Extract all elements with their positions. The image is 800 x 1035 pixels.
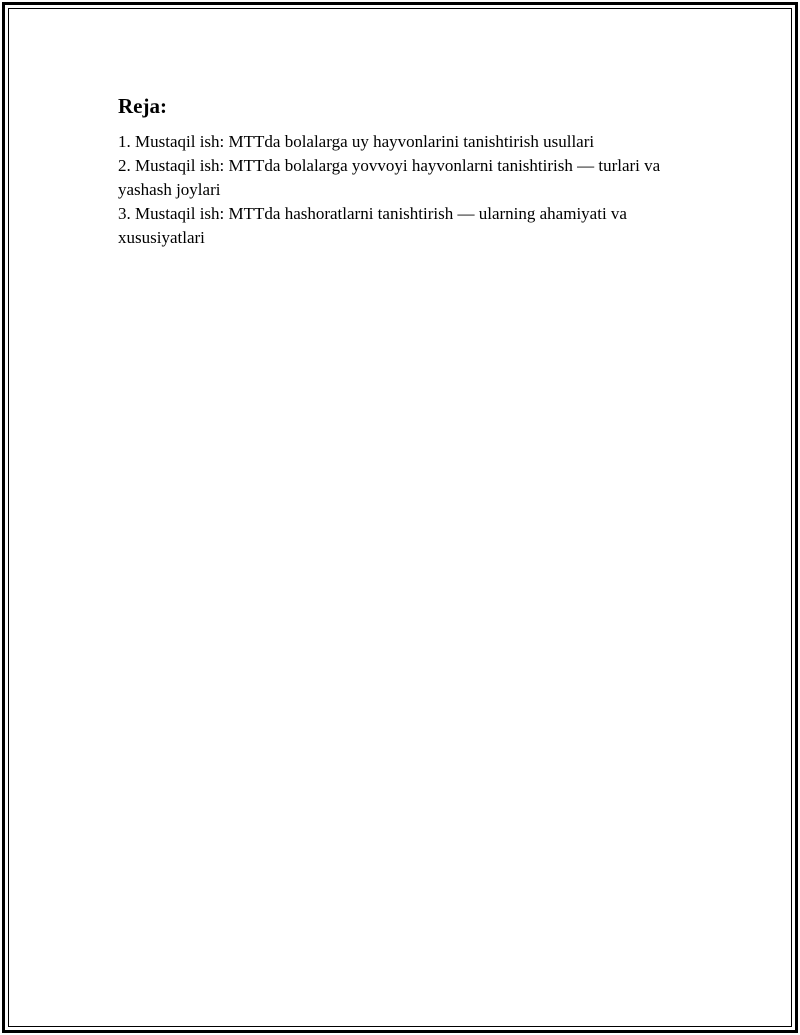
plan-list xyxy=(118,130,698,250)
document-content xyxy=(118,92,698,250)
plan-item-3: 3. Mustaqil ish: MTTda hashoratlarni tanishtirish — ularning ahamiyati va xususiyatlari xyxy=(118,204,627,247)
plan-heading: Reja: xyxy=(118,94,167,118)
plan-item-1: 1. Mustaqil ish: MTTda bolalarga uy hayvonlarini tanishtirish usullari xyxy=(118,132,595,151)
plan-item-2: 2. Mustaqil ish: MTTda bolalarga yovvoyi hayvonlarni tanishtirish — turlari va yashash joylari xyxy=(118,156,661,199)
